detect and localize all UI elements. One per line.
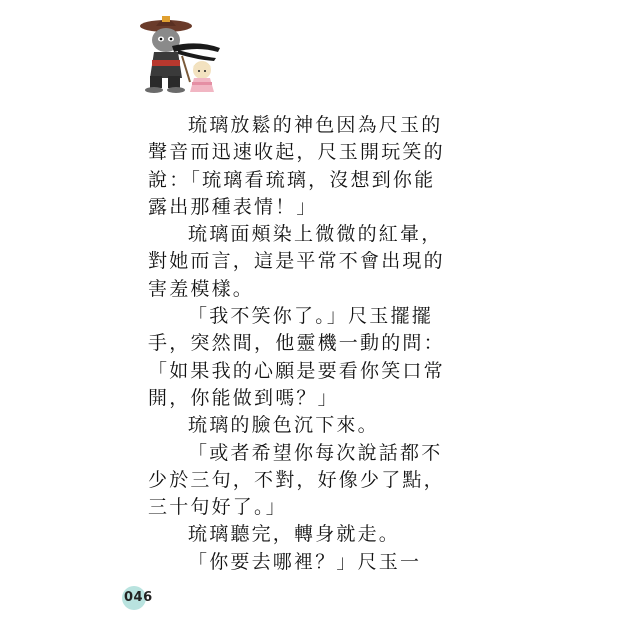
story-text [148, 112, 478, 576]
text-line: 害羞模樣。 [148, 277, 255, 300]
character-illustration [128, 12, 232, 96]
text-line: 開，你能做到嗎？」 [148, 386, 339, 409]
text-line: 少於三句，不對，好像少了點， [148, 468, 445, 491]
text-line: 琉璃的臉色沉下來。 [188, 414, 379, 437]
text-line: 琉璃放鬆的神色因為尺玉的 [188, 114, 443, 136]
text-line: 「或者希望你每次說話都不 [188, 441, 443, 464]
text-line: 三十句好了。」 [148, 496, 287, 519]
text-line: 對她而言，這是平常不會出現的 [148, 250, 445, 273]
text-line: 說：「琉璃看琉璃，沒想到你能 [148, 168, 436, 191]
text-line: 琉璃聽完，轉身就走。 [188, 523, 401, 546]
text-line: 琉璃面頰染上微微的紅暈， [188, 223, 443, 246]
ninja-cat-and-girl-illustration [128, 12, 232, 96]
text-line: 手，突然間，他靈機一動的問： [148, 332, 445, 355]
text-line: 露出那種表情！」 [148, 195, 318, 218]
text-line: 「如果我的心願是要看你笑口常 [148, 359, 445, 382]
text-line: 「你要去哪裡？」尺玉一 [188, 550, 422, 573]
page-number-badge [122, 586, 166, 612]
page-number: 046 [124, 590, 153, 605]
text-line: 「我不笑你了。」尺玉擺擺 [188, 305, 433, 328]
text-line: 聲音而迅速收起，尺玉開玩笑的 [148, 141, 445, 164]
